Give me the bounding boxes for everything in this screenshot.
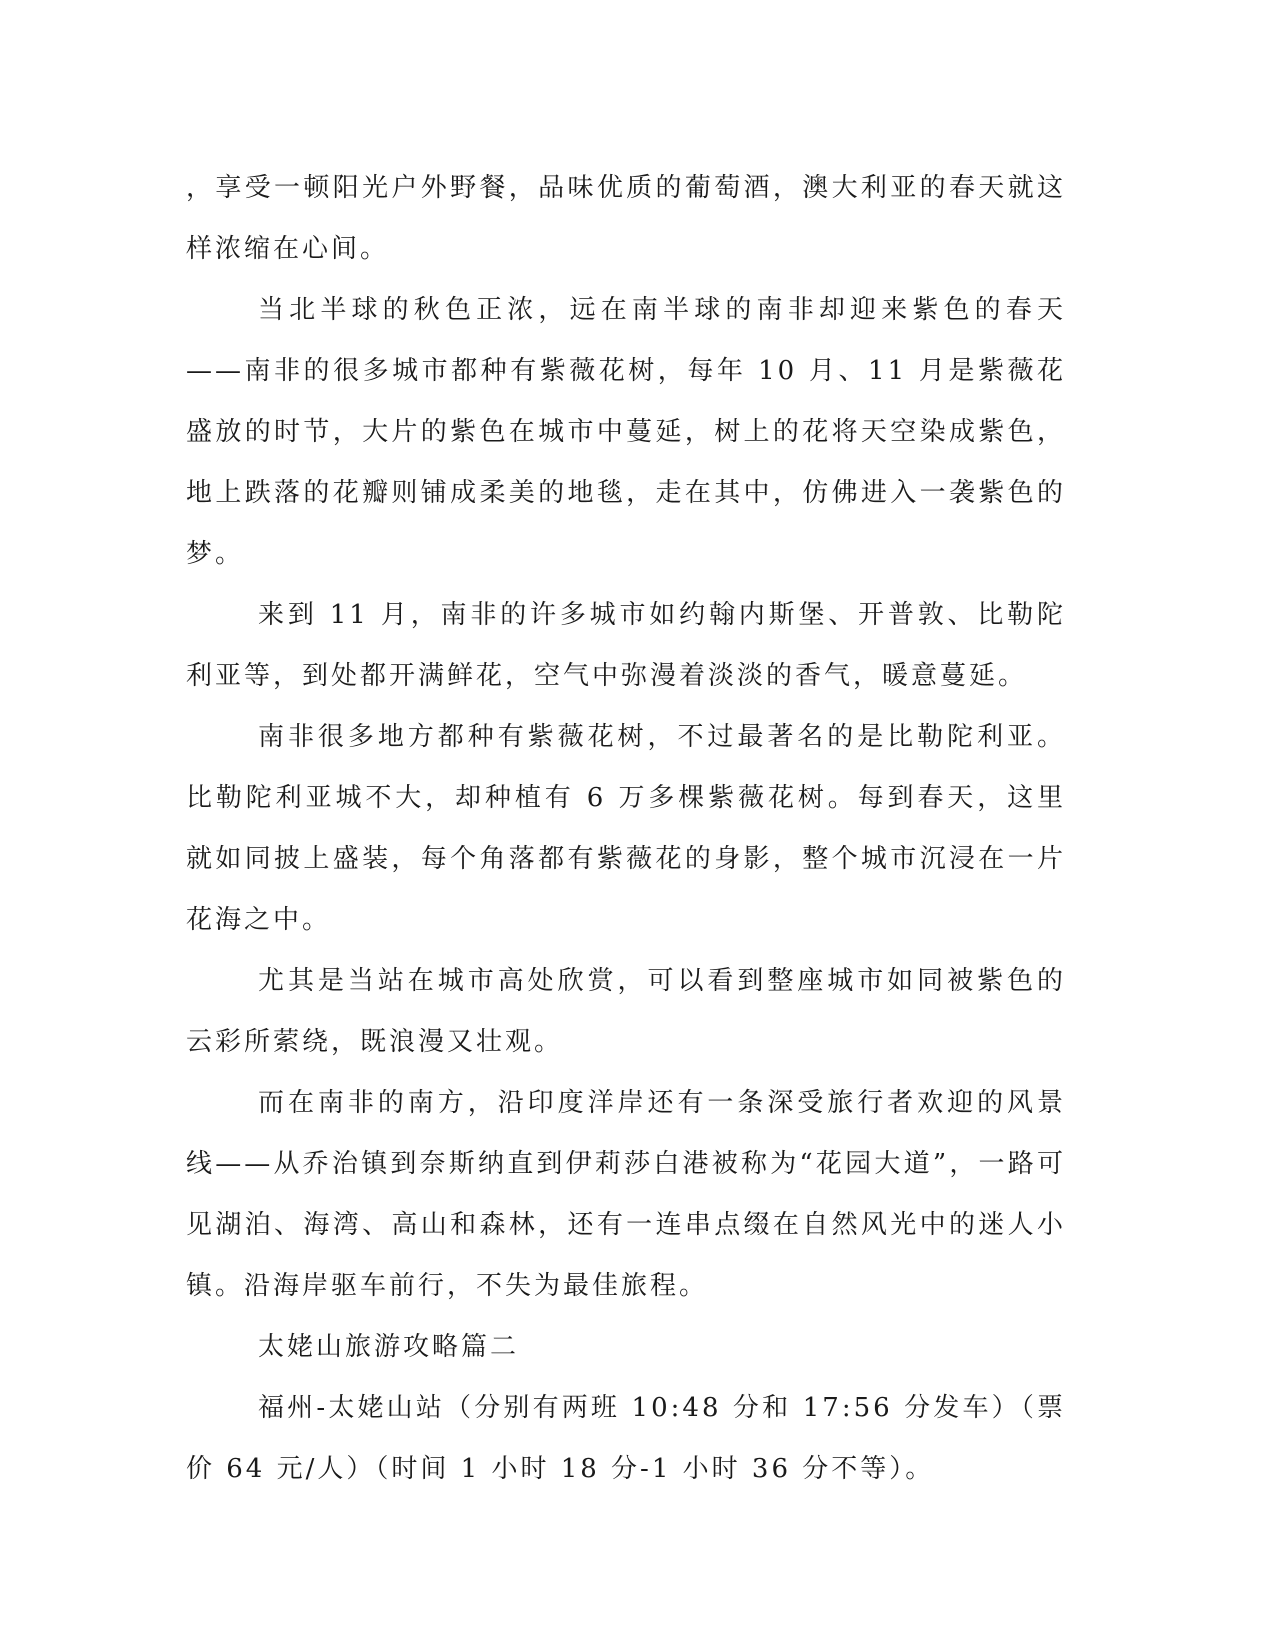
paragraph-3: 来到 11 月，南非的许多城市如约翰内斯堡、开普敦、比勒陀利亚等，到处都开满鲜花，空气中弥漫着淡淡的香气，暖意蔓延。 — [186, 600, 1066, 691]
paragraph-2: 当北半球的秋色正浓，远在南半球的南非却迎来紫色的春天——南非的很多城市都种有紫薇花树，每年 10 月、11 月是紫薇花盛放的时节，大片的紫色在城市中蔓延，树上的花将天空染成紫色，地上跌落的花瓣则铺成柔美的地毯，走在其中，仿佛进入一袭紫色的梦。 — [186, 295, 1066, 569]
paragraph-5: 尤其是当站在城市高处欣赏，可以看到整座城市如同被紫色的云彩所萦绕，既浪漫又壮观。 — [186, 966, 1066, 1057]
paragraph-6: 而在南非的南方，沿印度洋岸还有一条深受旅行者欢迎的风景线——从乔治镇到奈斯纳直到伊莉莎白港被称为“花园大道”，一路可见湖泊、海湾、高山和森林，还有一连串点缀在自然风光中的迷人小镇。沿海岸驱车前行，不失为最佳旅程。 — [186, 1088, 1066, 1301]
document-body — [186, 158, 1066, 1500]
paragraph-1: ，享受一顿阳光户外野餐，品味优质的葡萄酒，澳大利亚的春天就这样浓缩在心间。 — [186, 173, 1066, 264]
paragraph-4: 南非很多地方都种有紫薇花树，不过最著名的是比勒陀利亚。比勒陀利亚城不大，却种植有 6 万多棵紫薇花树。每到春天，这里就如同披上盛装，每个角落都有紫薇花的身影，整个城市沉浸在一片花海之中。 — [186, 722, 1066, 935]
section-heading: 太姥山旅游攻略篇二 — [258, 1332, 520, 1362]
paragraph-7: 福州-太姥山站（分别有两班 10:48 分和 17:56 分发车）（票价 64 元/人）（时间 1 小时 18 分-1 小时 36 分不等）。 — [186, 1393, 1066, 1484]
